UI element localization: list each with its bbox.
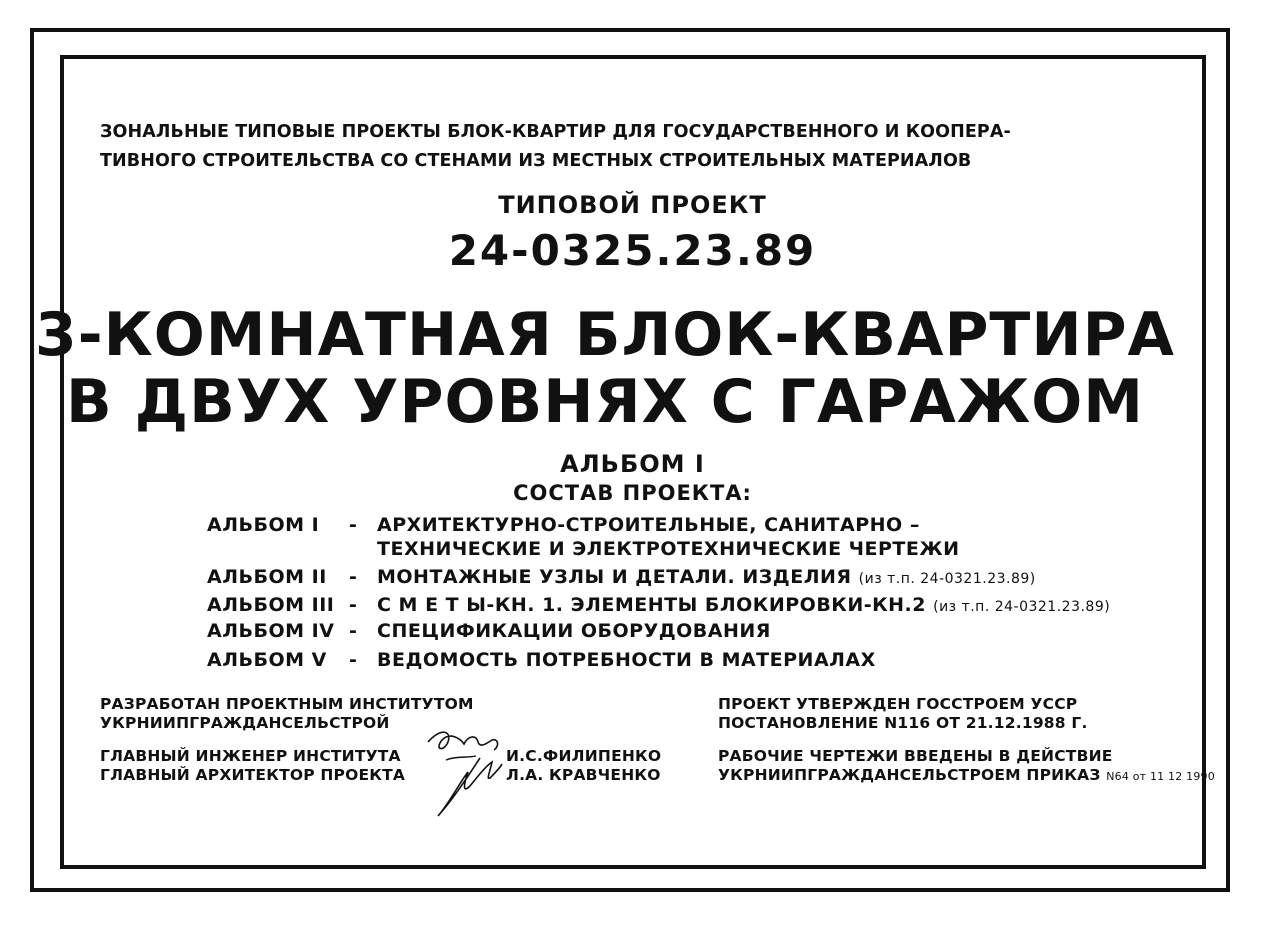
chief-architect-role: ГЛАВНЫЙ АРХИТЕКТОР ПРОЕКТА	[100, 766, 406, 784]
effective-line1: РАБОЧИЕ ЧЕРТЕЖИ ВВЕДЕНЫ В ДЕЙСТВИЕ	[718, 747, 1113, 765]
album-item-dash: -	[349, 514, 358, 536]
album-heading: АЛЬБОМ I	[560, 450, 705, 478]
composition-heading: СОСТАВ ПРОЕКТА:	[513, 481, 752, 505]
album-item-text: ВЕДОМОСТЬ ПОТРЕБНОСТИ В МАТЕРИАЛАХ	[377, 649, 876, 671]
developer-line1: РАЗРАБОТАН ПРОЕКТНЫМ ИНСТИТУТОМ	[100, 695, 474, 713]
album-item-dash: -	[349, 620, 358, 642]
album-item-text: С М Е Т Ы-КН. 1. ЭЛЕМЕНТЫ БЛОКИРОВКИ-КН.2	[377, 594, 926, 616]
main-title-line2: В ДВУХ УРОВНЯХ С ГАРАЖОМ	[66, 367, 1144, 437]
order-note: N64 от 11 12 1990	[1106, 770, 1215, 783]
approval-line2: ПОСТАНОВЛЕНИЕ N116 ОТ 21.12.1988 Г.	[718, 714, 1088, 732]
chief-engineer-role: ГЛАВНЫЙ ИНЖЕНЕР ИНСТИТУТА	[100, 747, 401, 765]
project-number: 24-0325.23.89	[448, 226, 817, 275]
approval-line1: ПРОЕКТ УТВЕРЖДЕН ГОССТРОЕМ УССР	[718, 695, 1078, 713]
album-item-label: АЛЬБОМ IV	[207, 620, 335, 642]
effective-line2	[718, 768, 1215, 784]
album-item-note: (из т.п. 24-0321.23.89)	[933, 599, 1111, 615]
album-item-text: АРХИТЕКТУРНО-СТРОИТЕЛЬНЫЕ, САНИТАРНО –	[377, 514, 920, 536]
chief-engineer-name: И.С.ФИЛИПЕНКО	[506, 747, 662, 765]
album-item-text-line2: ТЕХНИЧЕСКИЕ И ЭЛЕКТРОТЕХНИЧЕСКИЕ ЧЕРТЕЖИ	[377, 538, 960, 560]
album-item-text: СПЕЦИФИКАЦИИ ОБОРУДОВАНИЯ	[377, 620, 771, 642]
developer-line2: УКРНИИПГРАЖДАНСЕЛЬСТРОЙ	[100, 714, 390, 732]
album-item-dash: -	[349, 594, 358, 616]
album-item-label: АЛЬБОМ III	[207, 594, 335, 616]
chief-architect-name: Л.А. КРАВЧЕНКО	[506, 766, 661, 784]
album-item-label: АЛЬБОМ V	[207, 649, 327, 671]
album-item-text: МОНТАЖНЫЕ УЗЛЫ И ДЕТАЛИ. ИЗДЕЛИЯ	[377, 566, 852, 588]
series-title-line1: ЗОНАЛЬНЫЕ ТИПОВЫЕ ПРОЕКТЫ БЛОК-КВАРТИР ДЛЯ ГОСУДАРСТВЕННОГО И КООПЕРА-	[100, 122, 1011, 142]
album-item-note: (из т.п. 24-0321.23.89)	[858, 571, 1036, 587]
album-item-label: АЛЬБОМ II	[207, 566, 327, 588]
album-item-label: АЛЬБОМ I	[207, 514, 320, 536]
album-item-dash: -	[349, 566, 358, 588]
main-title-line1: 3-КОМНАТНАЯ БЛОК-КВАРТИРА	[35, 300, 1175, 370]
project-type: ТИПОВОЙ ПРОЕКТ	[498, 191, 767, 219]
album-item-dash: -	[349, 649, 358, 671]
handwritten-signature	[420, 720, 510, 820]
effective-line2-text: УКРНИИПГРАЖДАНСЕЛЬСТРОЕМ ПРИКАЗ	[718, 766, 1101, 784]
series-title-line2: ТИВНОГО СТРОИТЕЛЬСТВА СО СТЕНАМИ ИЗ МЕСТНЫХ СТРОИТЕЛЬНЫХ МАТЕРИАЛОВ	[100, 151, 972, 171]
